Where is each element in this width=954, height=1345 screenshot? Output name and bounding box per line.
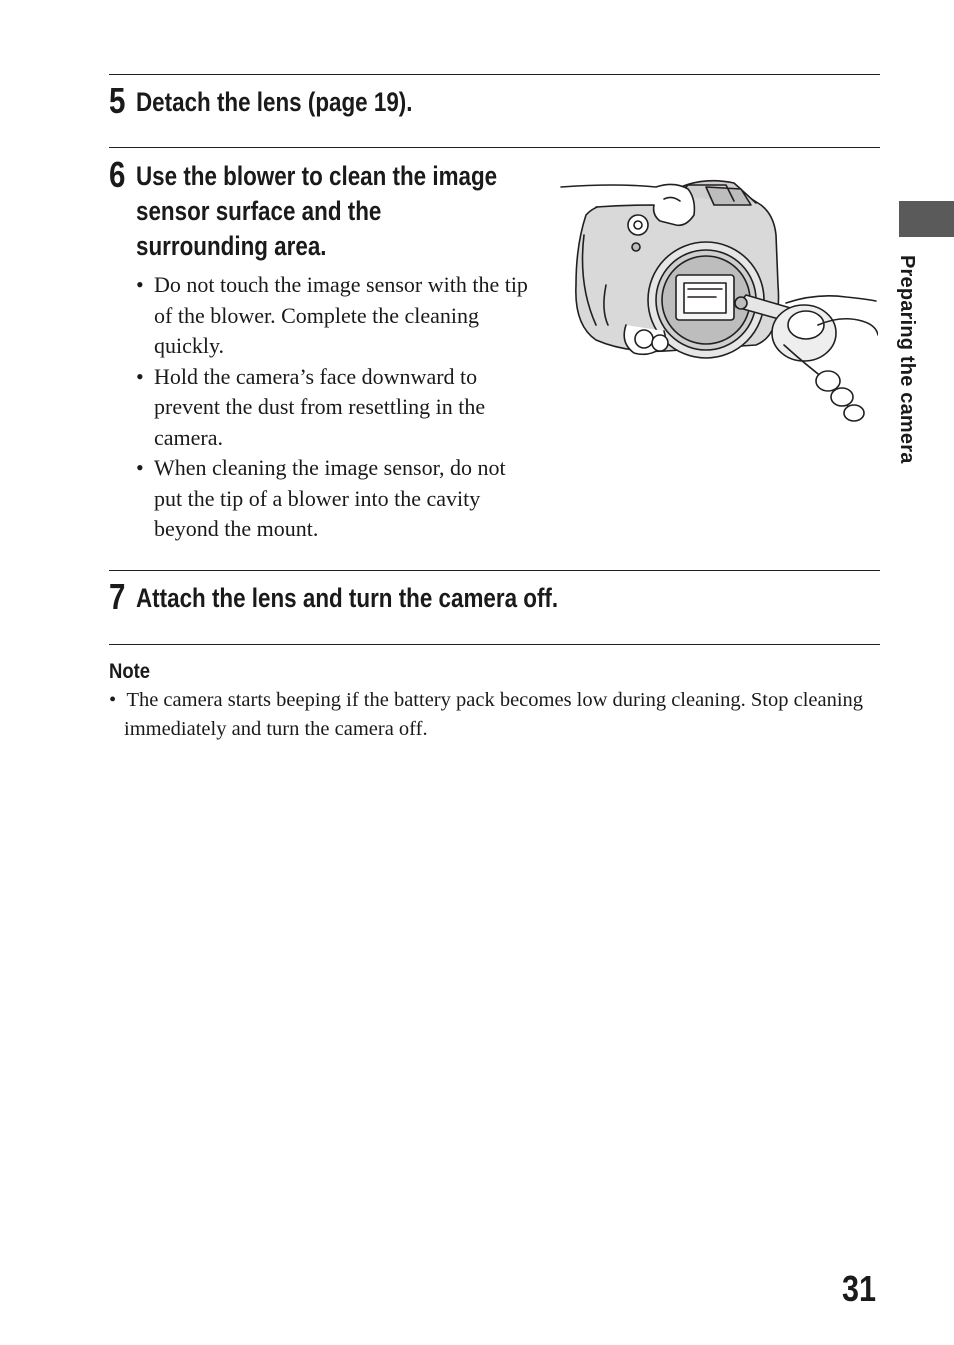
step-6-number: 6 — [109, 154, 126, 195]
section-tab-marker — [899, 201, 954, 237]
bullet-item: • Hold the camera’s face downward to prevent the dust from resettling in the camera. — [136, 362, 536, 454]
rule-step-6 — [109, 147, 880, 148]
section-side-label-text: Preparing the camera — [896, 255, 918, 464]
rule-note — [109, 644, 880, 645]
bullet-item: • When cleaning the image sensor, do not put the tip of a blower into the cavity beyond the mount. — [136, 453, 536, 545]
bullet-item: • Do not touch the image sensor with the tip of the blower. Complete the cleaning quickly. — [136, 270, 536, 362]
step-5-number: 5 — [109, 80, 126, 121]
rule-step-7 — [109, 570, 880, 571]
note-heading: Note — [109, 660, 151, 683]
step-7-number: 7 — [109, 576, 126, 617]
step-5-title: Detach the lens (page 19). — [136, 87, 413, 117]
section-side-label — [893, 255, 923, 485]
note-item-text: The camera starts beeping if the battery pack becomes low during cleaning. Stop cleaning immediately and turn the camera off. — [124, 689, 864, 740]
step-6-title-line-3: surrounding area. — [136, 231, 327, 261]
note-item: • The camera starts beeping if the battery pack becomes low during cleaning. Stop cleaning immediately and turn the camera off. — [109, 689, 864, 740]
step-7-title: Attach the lens and turn the camera off. — [136, 583, 559, 613]
step-6-title-line-1: Use the blower to clean the image — [136, 161, 498, 191]
rule-top — [109, 74, 880, 75]
step-6-title-line-2: sensor surface and the — [136, 196, 382, 226]
camera-cleaning-illustration — [556, 175, 878, 430]
page-number: 31 — [842, 1268, 877, 1309]
step-6-bullet-list — [136, 270, 536, 545]
